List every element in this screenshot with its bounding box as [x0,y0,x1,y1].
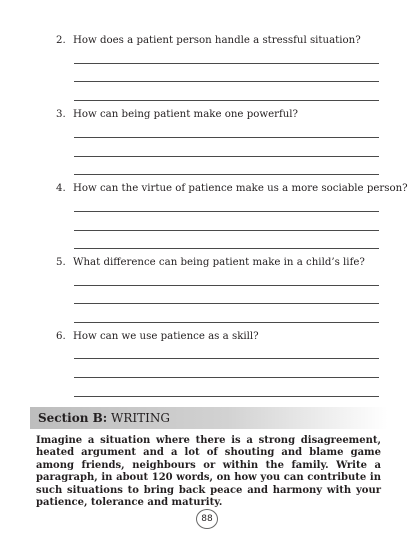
question-text: How can being patient make one powerful? [73,109,299,120]
question-6 [56,331,259,343]
answer-line[interactable] [74,156,379,157]
question-3 [56,109,298,121]
answer-line[interactable] [74,137,379,138]
question-number: 3. [56,109,66,120]
question-5 [56,257,365,269]
answer-line[interactable] [74,377,379,378]
answer-line[interactable] [74,211,379,212]
answer-line[interactable] [74,81,379,82]
answer-line[interactable] [74,63,379,64]
section-title [38,411,170,425]
answer-line[interactable] [74,248,379,249]
answer-line[interactable] [74,303,379,304]
section-name: WRITING [111,411,170,425]
section-label: Section B: [38,411,108,425]
answer-line[interactable] [74,322,379,323]
question-2 [56,35,361,47]
answer-line[interactable] [74,285,379,286]
answer-line[interactable] [74,174,379,175]
section-b-header [30,407,388,429]
question-4 [56,183,408,195]
question-text: How does a patient person handle a stressful situation? [73,35,361,46]
answer-line[interactable] [74,230,379,231]
question-number: 6. [56,331,66,342]
question-number: 4. [56,183,66,194]
question-number: 5. [56,257,66,268]
question-number: 2. [56,35,66,46]
answer-line[interactable] [74,100,379,101]
answer-line[interactable] [74,396,379,397]
question-text: How can we use patience as a skill? [73,331,259,342]
question-text: What difference can being patient make in a child’s life? [73,257,365,268]
page-number-text: 88 [201,514,213,524]
writing-prompt: Imagine a situation where there is a strong disagreement, heated argument and a lot of shouting and blame game among friends, neighbours or within the family. Write a paragraph, in about 120 words, on how you can contribute in such situations to bring back peace and harmony with your patience, tolerance and maturity. [36,435,381,509]
page-number [196,509,218,529]
question-text: How can the virtue of patience make us a more sociable person? [73,183,408,194]
answer-line[interactable] [74,358,379,359]
